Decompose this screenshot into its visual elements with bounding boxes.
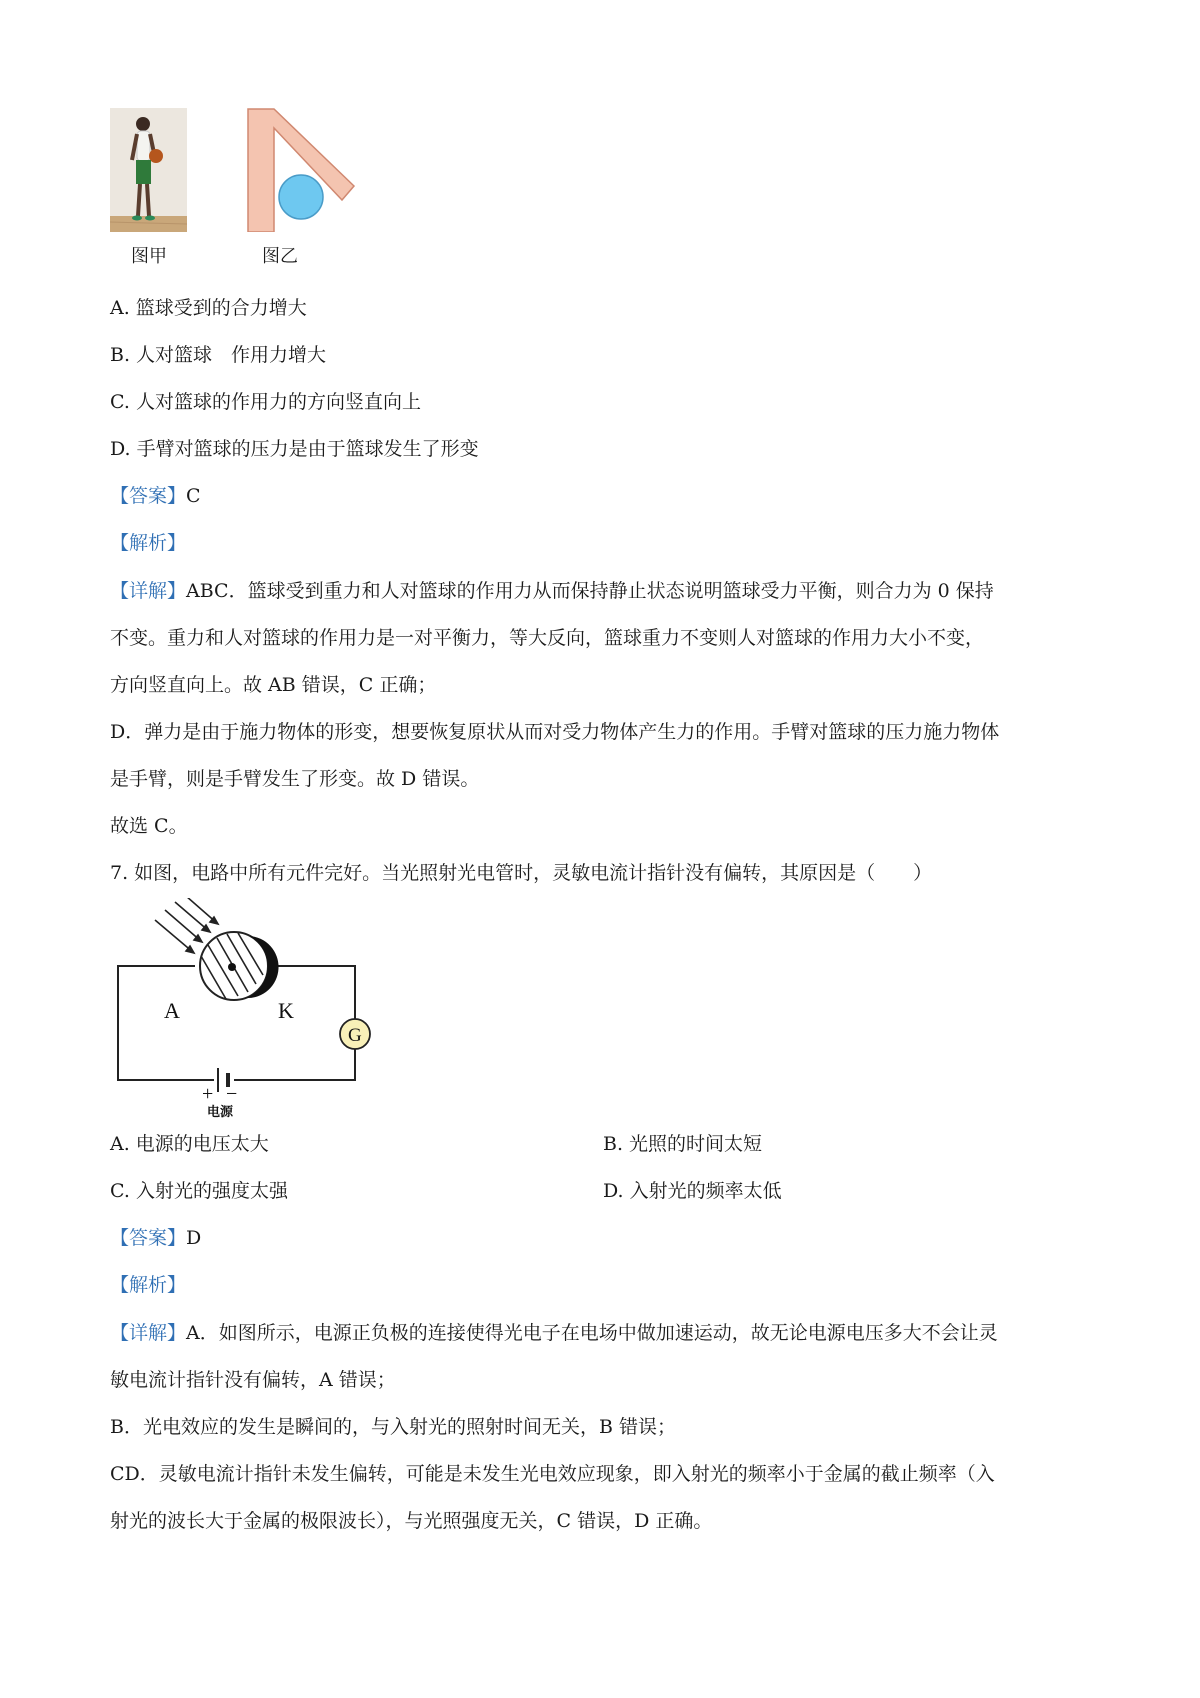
q7-detail-line	[110, 1321, 998, 1345]
detail-text: A．如图所示，电源正负极的连接使得光电子在电场中做加速运动，故无论电源电压多大不会让灵	[186, 1322, 998, 1344]
label-g: G	[348, 1025, 362, 1046]
circuit-wire	[118, 966, 214, 1080]
q7-detail-line: B．光电效应的发生是瞬间的，与入射光的照射时间无关，B 错误；	[110, 1416, 676, 1438]
battery-minus: −	[226, 1083, 238, 1105]
label-k: K	[278, 998, 294, 1023]
q7-option-c: C. 入射光的强度太强	[110, 1180, 288, 1202]
q6-detail-line: 方向竖直向上。故 AB 错误，C 正确；	[110, 674, 437, 696]
q7-detail-line: 射光的波长大于金属的极限波长），与光照强度无关，C 错误，D 正确。	[110, 1510, 713, 1532]
q6-detail-line: 故选 C。	[110, 815, 188, 837]
battery-plus: +	[202, 1083, 214, 1105]
q6-option-b: B. 人对篮球 作用力增大	[110, 344, 327, 366]
figure-jia-caption: 图甲	[131, 246, 167, 267]
detail-tag: 【详解】	[110, 580, 187, 602]
q6-detail-line: 不变。重力和人对篮球的作用力是一对平衡力，等大反向，篮球重力不变则人对篮球的作用力大小不变，	[110, 627, 985, 649]
q6-detail-line: D．弹力是由于施力物体的形变，想要恢复原状从而对受力物体产生力的作用。手臂对篮球的压力施力物体	[110, 721, 1000, 743]
q7-option-d: D. 入射光的频率太低	[603, 1180, 782, 1202]
ball-shape	[279, 175, 323, 219]
q6-detail-line	[110, 579, 994, 603]
q7-detail-line: 敏电流计指针没有偏转，A 错误；	[110, 1369, 396, 1391]
q7-circuit-diagram	[110, 898, 385, 1120]
q7-stem: 7. 如图，电路中所有元件完好。当光照射光电管时，灵敏电流计指针没有偏转，其原因是（ ）	[110, 862, 933, 884]
figure-yi-diagram	[246, 108, 356, 232]
q7-option-b: B. 光照的时间太短	[603, 1133, 763, 1155]
answer-tag: 【答案】	[110, 1227, 187, 1249]
q6-answer	[110, 484, 201, 508]
answer-value: C	[186, 485, 201, 507]
source-label: 电源	[207, 1104, 234, 1119]
q6-option-a: A. 篮球受到的合力增大	[110, 297, 307, 319]
figure-jia-photo	[110, 108, 187, 232]
q7-analysis-tag: 【解析】	[110, 1274, 187, 1296]
q6-option-c: C. 人对篮球的作用力的方向竖直向上	[110, 391, 421, 413]
q7-answer	[110, 1226, 201, 1250]
detail-tag: 【详解】	[110, 1322, 187, 1344]
q6-option-d: D. 手臂对篮球的压力是由于篮球发生了形变	[110, 438, 479, 460]
q7-option-a: A. 电源的电压太大	[110, 1133, 269, 1155]
answer-value: D	[186, 1227, 202, 1249]
label-a: A	[164, 998, 180, 1023]
figure-yi-caption: 图乙	[262, 246, 298, 267]
q6-analysis-tag: 【解析】	[110, 532, 187, 554]
detail-text: ABC．篮球受到重力和人对篮球的作用力从而保持静止状态说明篮球受力平衡，则合力为 0 保持	[186, 580, 994, 602]
anode-icon	[228, 963, 236, 971]
q7-detail-line: CD．灵敏电流计指针未发生偏转，可能是未发生光电效应现象，即入射光的频率小于金属的截止频率（入	[110, 1463, 995, 1485]
answer-tag: 【答案】	[110, 485, 187, 507]
q6-detail-line: 是手臂，则是手臂发生了形变。故 D 错误。	[110, 768, 480, 790]
